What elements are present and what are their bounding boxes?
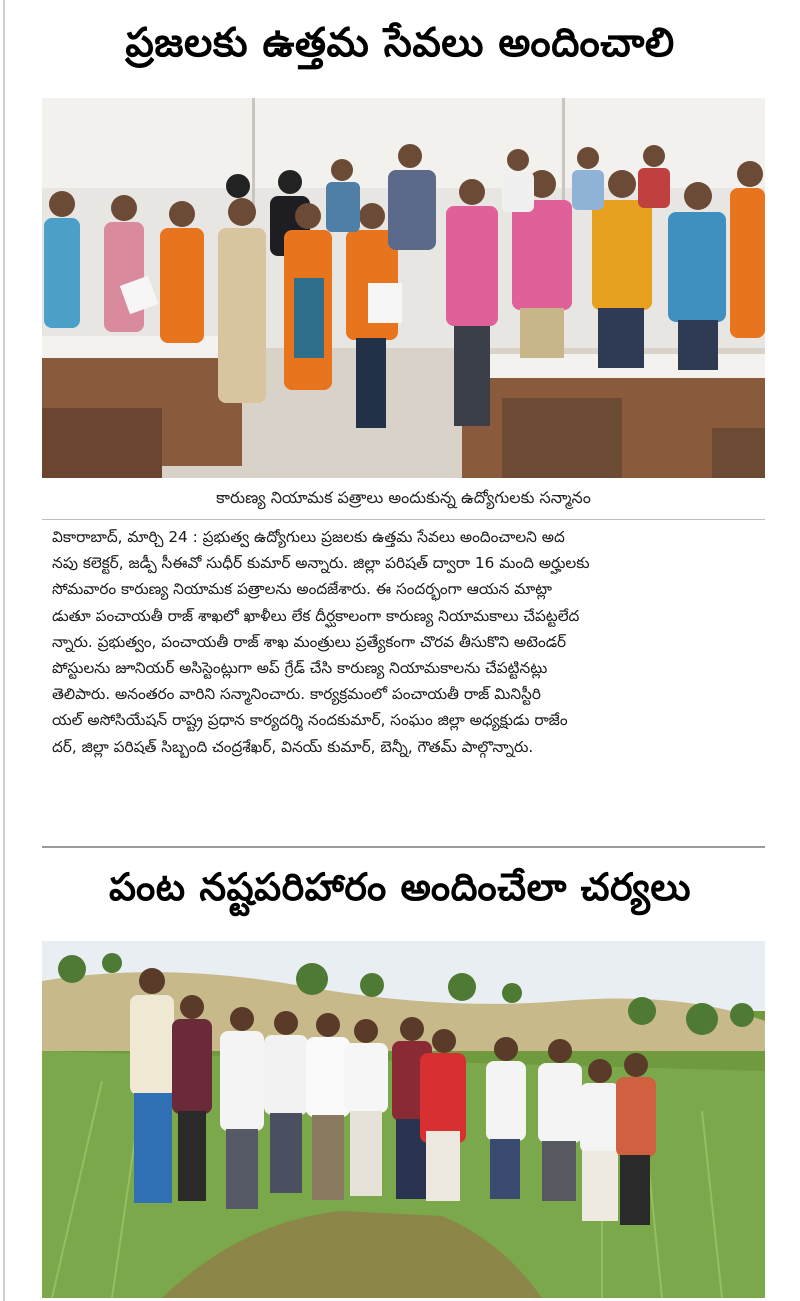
page-left-border <box>3 0 5 1301</box>
body-line: నపు కలెక్టర్, జడ్పీ సీఈవో సుధీర్ కుమార్ అన్నారు. జిల్లా పరిషత్ ద్వారా 16 మంది అర్హులకు <box>52 554 590 573</box>
article-headline-2: పంట నష్టపరిహారం అందించేలా చర్యలు <box>108 865 692 909</box>
body-line: దర్, జిల్లా పరిషత్ సిబ్బంది చంద్రశేఖర్, వినయ్ కుమార్, బెన్నీ, గౌతమ్ పాల్గొన్నారు. <box>52 737 534 756</box>
body-line: సోమవారం కారుణ్య నియామక పత్రాలను అందజేశారు. ఈ సందర్భంగా ఆయన మాట్లా <box>52 580 552 599</box>
crop-field-inspection-photo <box>42 941 765 1298</box>
body-line: వికారాబాద్, మార్చి 24 : ప్రభుత్వ ఉద్యోగులు ప్రజలకు ఉత్తమ సేవలు అందించాలని అద <box>52 528 565 546</box>
felicitation-group-photo <box>42 98 765 478</box>
article-body <box>52 524 764 760</box>
body-line: పోస్టులను జూనియర్ అసిస్టెంట్లుగా అప్ గ్రేడ్ చేసి కారుణ్య నియామకాలను చేపట్టినట్లు <box>52 659 548 678</box>
body-line: న్నారు. ప్రభుత్వం, పంచాయతీ రాజ్ శాఖ మంత్రులు ప్రత్యేకంగా చొరవ తీసుకొని అటెండర్ <box>52 632 567 651</box>
body-line: తెలిపారు. అనంతరం వారిని సన్మానించారు. కార్యక్రమంలో పంచాయతీ రాజ్ మినిస్టీరి <box>52 685 541 704</box>
caption-divider <box>42 519 765 520</box>
body-line: డుతూ పంచాయతీ రాజ్ శాఖలో ఖాళీలు లేక దీర్ఘకాలంగా కారుణ్య నియామకాలు చేపట్టలేద <box>52 606 580 625</box>
article-headline: ప్రజలకు ఉత్తమ సేవలు అందించాలి <box>125 20 675 66</box>
body-line: యల్ అసోసియేషన్ రాష్ట్ర ప్రధాన కార్యదర్శి నందకుమార్, సంఘం జిల్లా అధ్యక్షుడు రాజేం <box>52 711 568 730</box>
photo-caption: కారుణ్య నియామక పత్రాలు అందుకున్న ఉద్యోగులకు సన్మానం <box>216 488 591 507</box>
article-separator <box>42 846 765 848</box>
